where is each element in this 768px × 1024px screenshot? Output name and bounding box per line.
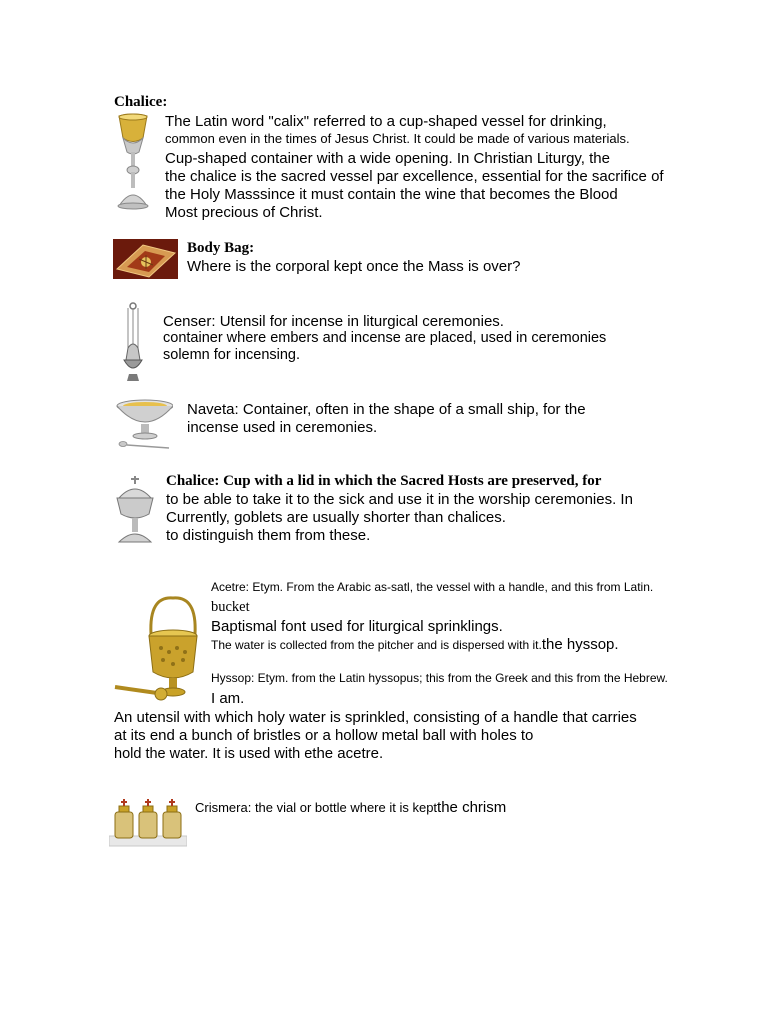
chalice-line-2: common even in the times of Jesus Christ. It could be made of various materials. <box>165 131 630 146</box>
acetre-note-tail: the hyssop. <box>541 636 619 653</box>
acetre-bucket-word: bucket <box>211 599 250 615</box>
crismera-prefix: Crismera: the vial or bottle where it is kept <box>195 800 438 815</box>
hyssop-line-1: An utensil with which holy water is sprinkled, consisting of a handle that carries <box>114 709 637 726</box>
hyssop-line-3-prefix: hold the water. It is used with e <box>114 746 313 762</box>
acetre-etymology: Acetre: Etym. From the Arabic as-satl, the vessel with a handle, and this from Latin. <box>211 580 654 594</box>
ciborium-icon <box>113 474 157 544</box>
acetre-description: Baptismal font used for liturgical sprinklings. <box>211 618 503 635</box>
hyssop-line-2: at its end a bunch of bristles or a hollow metal ball with holes to <box>114 727 534 744</box>
chalice-icon <box>113 112 153 210</box>
crismera-line <box>195 800 506 816</box>
crismera-icon <box>109 798 187 848</box>
naveta-line-2: incense used in ceremonies. <box>187 419 378 436</box>
hyssop-line-3-suffix: the acetre. <box>312 745 384 762</box>
chalice-line-6: Most precious of Christ. <box>165 204 323 221</box>
hyssop-etymology: Hyssop: Etym. from the Latin hyssopus; this from the Greek and this from the Hebrew. <box>211 671 668 685</box>
chalice-line-3: Cup-shaped container with a wide opening. In Christian Liturgy, the <box>165 150 610 167</box>
naveta-icon <box>113 398 173 453</box>
censer-line-3: solemn for incensing. <box>163 347 301 363</box>
ciborium-line-3: to distinguish them from these. <box>166 527 371 544</box>
acetre-note-small: The water is collected from the pitcher and is dispersed with it. <box>211 638 542 652</box>
acetre-note <box>211 637 619 653</box>
hyssop-iam: I am. <box>211 690 245 707</box>
ciborium-heading: Chalice: Cup with a lid in which the Sacred Hosts are preserved, for <box>166 473 602 489</box>
acetre-and-hyssop-icon <box>113 594 203 706</box>
naveta-line-1: Naveta: Container, often in the shape of a small ship, for the <box>187 401 586 418</box>
body-bag-line-1: Where is the corporal kept once the Mass is over? <box>187 258 521 275</box>
body-bag-heading: Body Bag: <box>187 240 255 256</box>
chalice-line-1: The Latin word "calix" referred to a cup-shaped vessel for drinking, <box>165 113 607 130</box>
censer-line-1: Censer: Utensil for incense in liturgical ceremonies. <box>163 313 504 330</box>
ciborium-line-1: to be able to take it to the sick and use it in the worship ceremonies. In <box>166 491 633 508</box>
chalice-heading: Chalice: <box>114 94 168 110</box>
hyssop-line-3 <box>114 746 383 762</box>
chalice-line-5: the Holy Masssince it must contain the wine that becomes the Blood <box>165 186 618 203</box>
crismera-suffix: the chrism <box>437 799 507 816</box>
chalice-line-4: the chalice is the sacred vessel par excellence, essential for the sacrifice of <box>165 168 664 185</box>
censer-line-2: container where embers and incense are placed, used in ceremonies <box>163 330 607 346</box>
ciborium-line-2: Currently, goblets are usually shorter than chalices. <box>166 509 506 526</box>
burse-icon <box>113 239 178 279</box>
censer-icon <box>118 302 148 384</box>
